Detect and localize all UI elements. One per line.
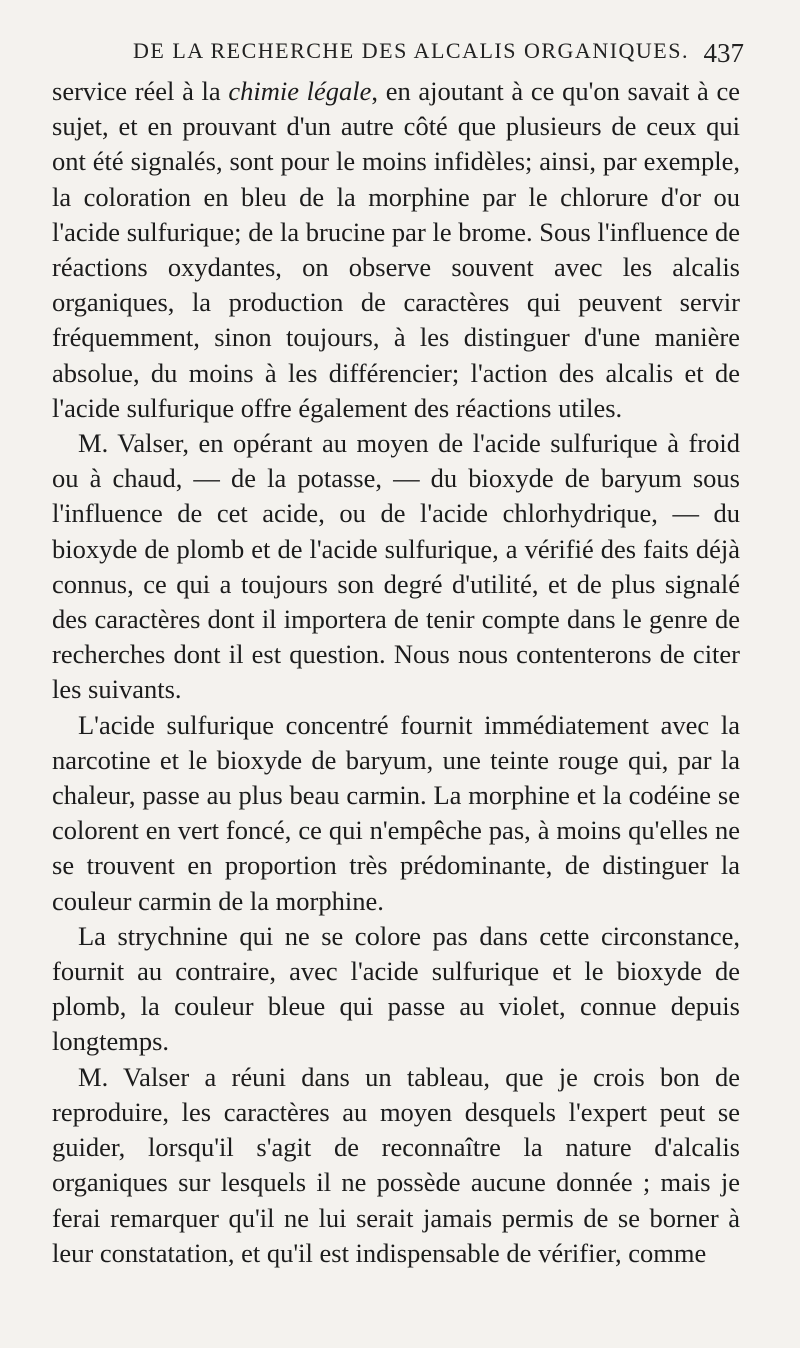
page-number: 437 (703, 38, 744, 68)
paragraph-2: M. Valser, en opérant au moyen de l'acide sulfurique à froid ou à chaud, — de la potasse, — du bioxyde de baryum sous l'influence de cet acide, ou de l'acide chlorhydrique, — du bioxyde de plomb et de l'acide sulfurique, a vérifié des faits déjà connus, ce qui a toujours son degré d'utilité, et de plus signalé des caractères dont il importera de tenir compte dans le genre de recherches dont il est question. Nous nous contenterons de citer les suivants. (52, 428, 740, 705)
body-text (52, 74, 740, 1271)
italic-term: chimie légale (228, 76, 372, 106)
paragraph-4: La strychnine qui ne se colore pas dans cette circonstance, fournit au contraire, avec l'acide sulfurique et le bioxyde de plomb, la couleur bleue qui passe au violet, connue depuis longtemps. (52, 920, 740, 1057)
paragraph-1-start: service réel à la (52, 76, 229, 106)
paragraph-1 (52, 74, 740, 426)
paragraph-5: M. Valser a réuni dans un tableau, que je crois bon de reproduire, les caractères au moyen desquels l'expert peut se guider, lorsqu'il s'agit de reconnaître la nature d'alcalis organiques sur lesquels il ne possède aucune donnée ; mais je ferai remarquer qu'il ne lui serait jamais permis de se borner à leur constatation, et qu'il est indispensable de vérifier, comme (52, 1061, 740, 1268)
running-title: DE LA RECHERCHE DES ALCALIS ORGANIQUES. (133, 38, 689, 63)
paragraph-1-rest: , en ajoutant à ce qu'on savait à ce sujet, et en prouvant d'un autre côté que plusieurs de ceux qui ont été signalés, sont pour le moins infidèles; ainsi, par exemple, la coloration en bleu de la morphine par le chlorure d'or ou l'acide sulfurique; de la brucine par le brome. Sous l'influence de réactions oxydantes, on observe souvent avec les alcalis organiques, la production de caractères qui peuvent servir fréquemment, sinon toujours, à les distinguer d'une manière absolue, du moins à les différencier; l'action des alcalis et de l'acide sulfurique offre également des réactions utiles. (52, 76, 740, 423)
running-header (52, 38, 744, 74)
paragraph-3: L'acide sulfurique concentré fournit immédiatement avec la narcotine et le bioxyde de baryum, une teinte rouge qui, par la chaleur, passe au plus beau carmin. La morphine et la codéine se colorent en vert foncé, ce qui n'empêche pas, à moins qu'elles ne se trouvent en proportion très prédominante, de distinguer la couleur carmin de la morphine. (52, 709, 740, 916)
